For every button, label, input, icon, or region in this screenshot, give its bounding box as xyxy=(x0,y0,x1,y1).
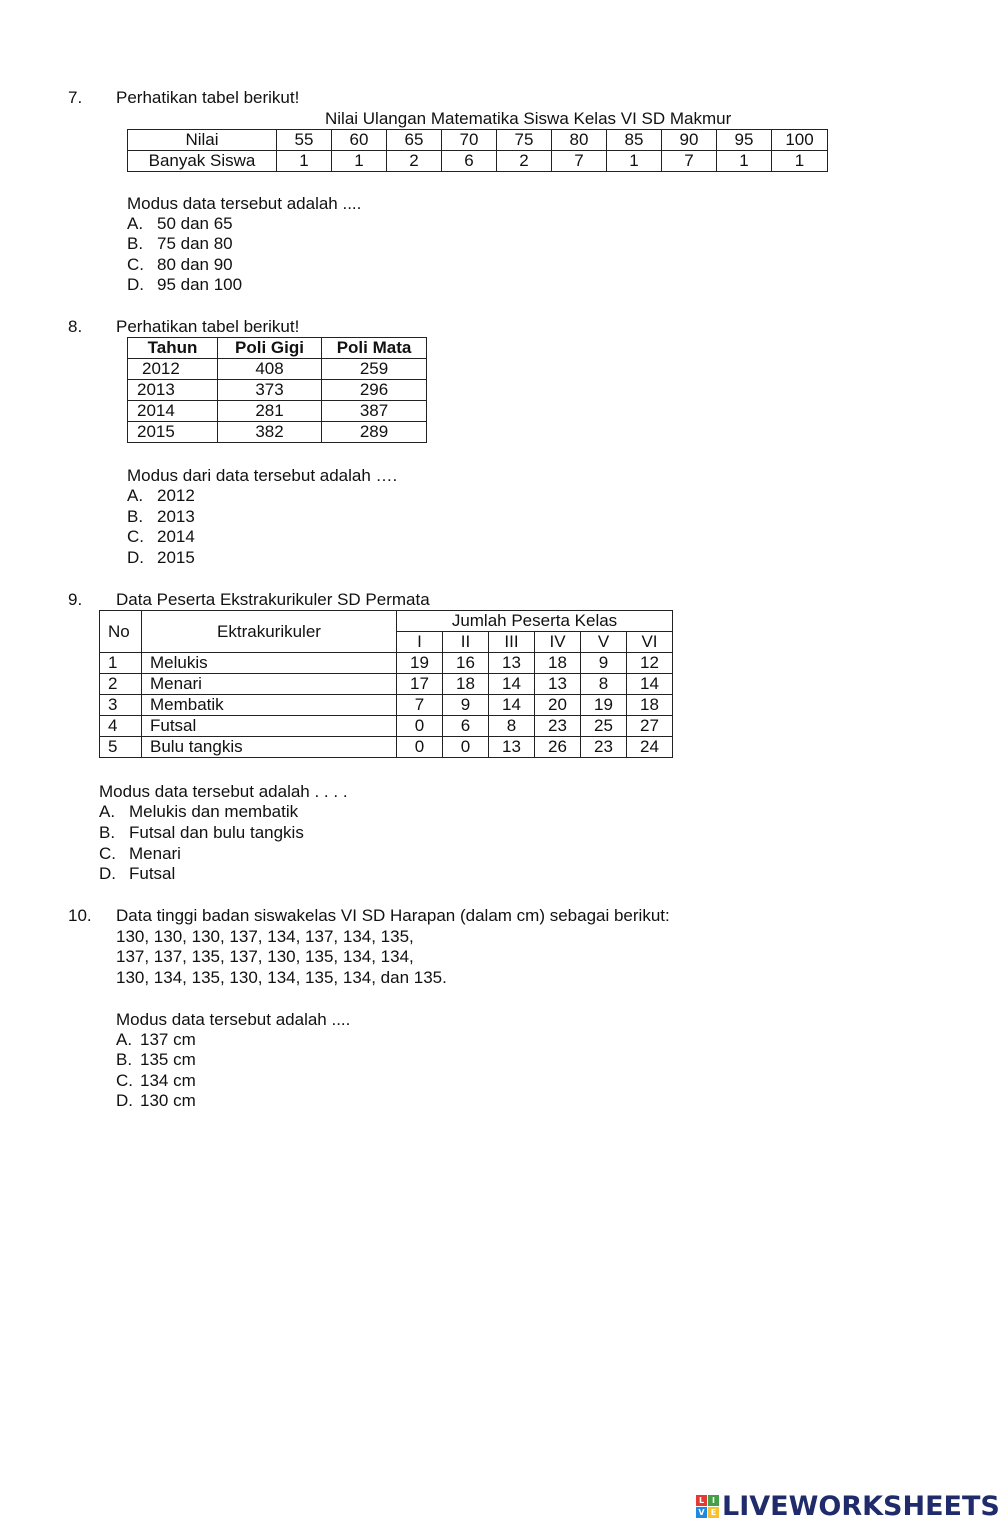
option-letter: C. xyxy=(116,1071,133,1090)
option-letter: D. xyxy=(127,548,144,567)
table-row xyxy=(100,674,673,695)
q8-cell: 2014 xyxy=(128,401,218,422)
q9-table xyxy=(99,610,673,758)
q9-cell: 27 xyxy=(627,716,673,737)
q7-row2-label: Banyak Siswa xyxy=(128,151,277,172)
q9-header-row xyxy=(100,611,673,632)
q9-class-header: VI xyxy=(627,632,673,653)
q7-value: 90 xyxy=(662,130,717,151)
q7-value: 65 xyxy=(387,130,442,151)
q9-cell: 18 xyxy=(443,674,489,695)
logo-letter-i: I xyxy=(708,1495,719,1506)
option-letter: B. xyxy=(99,823,116,842)
q9-option-c[interactable] xyxy=(99,844,181,865)
q7-count: 1 xyxy=(607,151,662,172)
option-text: 2012 xyxy=(157,486,195,505)
q9-cell: 14 xyxy=(489,695,535,716)
q9-cell: 0 xyxy=(397,737,443,758)
option-letter: A. xyxy=(116,1030,133,1049)
q9-class-header: III xyxy=(489,632,535,653)
q9-cell: 0 xyxy=(397,716,443,737)
q9-cell: 7 xyxy=(397,695,443,716)
q7-count: 7 xyxy=(552,151,607,172)
table-row xyxy=(100,695,673,716)
table-row xyxy=(100,737,673,758)
q7-value: 55 xyxy=(277,130,332,151)
q7-prompt: Perhatikan tabel berikut! xyxy=(116,88,300,107)
q9-row-no: 1 xyxy=(100,653,142,674)
q7-value: 60 xyxy=(332,130,387,151)
q9-cell: 24 xyxy=(627,737,673,758)
q10-option-d[interactable] xyxy=(116,1091,196,1112)
q9-row-no: 2 xyxy=(100,674,142,695)
q10-data-line: 137, 137, 135, 137, 130, 135, 134, 134, xyxy=(116,947,414,966)
q9-cell: 18 xyxy=(535,653,581,674)
q7-question: Modus data tersebut adalah .... xyxy=(127,194,362,213)
q8-cell: 2013 xyxy=(128,380,218,401)
option-letter: C. xyxy=(127,527,144,546)
q9-cell: 9 xyxy=(581,653,627,674)
q9-row-name: Bulu tangkis xyxy=(142,737,397,758)
logo-letter-e: E xyxy=(708,1507,719,1518)
option-letter: D. xyxy=(99,864,116,883)
option-text: 130 cm xyxy=(140,1091,196,1110)
q9-cell: 20 xyxy=(535,695,581,716)
option-text: Menari xyxy=(129,844,181,863)
q7-row-values xyxy=(128,130,828,151)
q7-option-b[interactable] xyxy=(127,234,233,255)
option-text: 2015 xyxy=(157,548,195,567)
q7-option-d[interactable] xyxy=(127,275,242,296)
q9-class-header: I xyxy=(397,632,443,653)
q9-prompt: Data Peserta Ekstrakurikuler SD Permata xyxy=(116,590,430,609)
q9-cell: 8 xyxy=(581,674,627,695)
q9-cell: 13 xyxy=(489,737,535,758)
q9-header-activity: Ektrakurikuler xyxy=(142,611,397,653)
q7-count: 1 xyxy=(277,151,332,172)
q7-count: 1 xyxy=(772,151,828,172)
table-row xyxy=(128,359,427,380)
q9-row-no: 4 xyxy=(100,716,142,737)
q8-prompt: Perhatikan tabel berikut! xyxy=(116,317,300,336)
q9-cell: 14 xyxy=(627,674,673,695)
q8-cell: 408 xyxy=(218,359,322,380)
q8-option-c[interactable] xyxy=(127,527,195,548)
table-row xyxy=(100,653,673,674)
q9-cell: 13 xyxy=(535,674,581,695)
q9-row-name: Melukis xyxy=(142,653,397,674)
logo-letter-l: L xyxy=(696,1495,707,1506)
q9-class-header: V xyxy=(581,632,627,653)
q7-count: 1 xyxy=(332,151,387,172)
table-row xyxy=(100,716,673,737)
q9-row-name: Futsal xyxy=(142,716,397,737)
q9-cell: 16 xyxy=(443,653,489,674)
q9-cell: 0 xyxy=(443,737,489,758)
q7-value: 100 xyxy=(772,130,828,151)
q9-header-group: Jumlah Peserta Kelas xyxy=(397,611,673,632)
q7-value: 70 xyxy=(442,130,497,151)
q8-option-d[interactable] xyxy=(127,548,195,569)
q7-row-counts xyxy=(128,151,828,172)
option-letter: B. xyxy=(116,1050,133,1069)
q9-row-name: Membatik xyxy=(142,695,397,716)
q9-row-name: Menari xyxy=(142,674,397,695)
option-letter: A. xyxy=(127,214,144,233)
q7-value: 85 xyxy=(607,130,662,151)
option-text: 2013 xyxy=(157,507,195,526)
q7-count: 7 xyxy=(662,151,717,172)
q8-header-tahun: Tahun xyxy=(128,338,218,359)
liveworksheets-logo-icon xyxy=(696,1495,719,1518)
option-text: Melukis dan membatik xyxy=(129,802,299,821)
q9-class-header: II xyxy=(443,632,489,653)
option-letter: C. xyxy=(127,255,144,274)
q9-cell: 19 xyxy=(397,653,443,674)
q8-header-row xyxy=(128,338,427,359)
q8-header-poli-gigi: Poli Gigi xyxy=(218,338,322,359)
option-text: 50 dan 65 xyxy=(157,214,233,233)
option-text: Futsal xyxy=(129,864,176,883)
option-letter: C. xyxy=(99,844,116,863)
q9-option-b[interactable] xyxy=(99,823,304,844)
option-text: 137 cm xyxy=(140,1030,196,1049)
q9-cell: 23 xyxy=(581,737,627,758)
option-text: 75 dan 80 xyxy=(157,234,233,253)
q9-class-header: IV xyxy=(535,632,581,653)
q9-cell: 19 xyxy=(581,695,627,716)
q7-option-a[interactable] xyxy=(127,214,233,235)
q7-number: 7. xyxy=(68,88,83,107)
q10-option-c[interactable] xyxy=(116,1071,196,1092)
q8-cell: 2015 xyxy=(128,422,218,443)
q8-cell: 281 xyxy=(218,401,322,422)
q7-value: 75 xyxy=(497,130,552,151)
option-letter: A. xyxy=(99,802,116,821)
q8-cell: 296 xyxy=(322,380,427,401)
q9-cell: 18 xyxy=(627,695,673,716)
q10-data-line: 130, 130, 130, 137, 134, 137, 134, 135, xyxy=(116,927,414,946)
q7-count: 1 xyxy=(717,151,772,172)
q9-cell: 12 xyxy=(627,653,673,674)
q8-question: Modus dari data tersebut adalah …. xyxy=(127,466,398,485)
table-row xyxy=(128,401,427,422)
liveworksheets-logo[interactable] xyxy=(696,1491,1000,1521)
q9-cell: 17 xyxy=(397,674,443,695)
q9-option-a[interactable] xyxy=(99,802,298,823)
q7-option-c[interactable] xyxy=(127,255,233,276)
option-letter: A. xyxy=(127,486,144,505)
q9-cell: 14 xyxy=(489,674,535,695)
q8-number: 8. xyxy=(68,317,83,336)
q8-cell: 289 xyxy=(322,422,427,443)
q7-row1-label: Nilai xyxy=(128,130,277,151)
option-text: 2014 xyxy=(157,527,195,546)
q9-cell: 9 xyxy=(443,695,489,716)
q10-data-line: 130, 134, 135, 130, 134, 135, 134, dan 135. xyxy=(116,968,447,987)
option-letter: D. xyxy=(116,1091,133,1110)
q9-row-no: 3 xyxy=(100,695,142,716)
q8-cell: 382 xyxy=(218,422,322,443)
q10-prompt: Data tinggi badan siswakelas VI SD Harapan (dalam cm) sebagai berikut: xyxy=(116,906,670,925)
table-row xyxy=(128,380,427,401)
q8-cell: 387 xyxy=(322,401,427,422)
q9-question: Modus data tersebut adalah . . . . xyxy=(99,782,348,801)
brand-name: LIVEWORKSHEETS xyxy=(722,1490,1000,1522)
q8-option-b[interactable] xyxy=(127,507,195,528)
q9-cell: 13 xyxy=(489,653,535,674)
logo-letter-v: V xyxy=(696,1507,707,1518)
q8-header-poli-mata: Poli Mata xyxy=(322,338,427,359)
q9-cell: 6 xyxy=(443,716,489,737)
option-letter: B. xyxy=(127,507,144,526)
option-text: Futsal dan bulu tangkis xyxy=(129,823,304,842)
q9-cell: 8 xyxy=(489,716,535,737)
q7-table-title: Nilai Ulangan Matematika Siswa Kelas VI SD Makmur xyxy=(325,109,732,128)
q9-cell: 26 xyxy=(535,737,581,758)
q9-number: 9. xyxy=(68,590,83,609)
q7-count: 2 xyxy=(387,151,442,172)
q8-cell: 373 xyxy=(218,380,322,401)
q9-row-no: 5 xyxy=(100,737,142,758)
q9-option-d[interactable] xyxy=(99,864,175,885)
q10-number: 10. xyxy=(68,906,92,925)
q9-cell: 25 xyxy=(581,716,627,737)
option-letter: D. xyxy=(127,275,144,294)
q10-question: Modus data tersebut adalah .... xyxy=(116,1010,351,1029)
q8-option-a[interactable] xyxy=(127,486,195,507)
q8-table xyxy=(127,337,427,443)
option-text: 134 cm xyxy=(140,1071,196,1090)
q9-header-no: No xyxy=(100,611,142,653)
option-text: 135 cm xyxy=(140,1050,196,1069)
q10-option-b[interactable] xyxy=(116,1050,196,1071)
option-text: 95 dan 100 xyxy=(157,275,243,294)
q7-value: 95 xyxy=(717,130,772,151)
q8-cell: 2012 xyxy=(128,359,218,380)
table-row xyxy=(128,422,427,443)
q7-table xyxy=(127,129,828,172)
q9-cell: 23 xyxy=(535,716,581,737)
q7-value: 80 xyxy=(552,130,607,151)
q7-count: 6 xyxy=(442,151,497,172)
q7-count: 2 xyxy=(497,151,552,172)
q8-cell: 259 xyxy=(322,359,427,380)
q10-option-a[interactable] xyxy=(116,1030,196,1051)
option-text: 80 dan 90 xyxy=(157,255,233,274)
option-letter: B. xyxy=(127,234,144,253)
